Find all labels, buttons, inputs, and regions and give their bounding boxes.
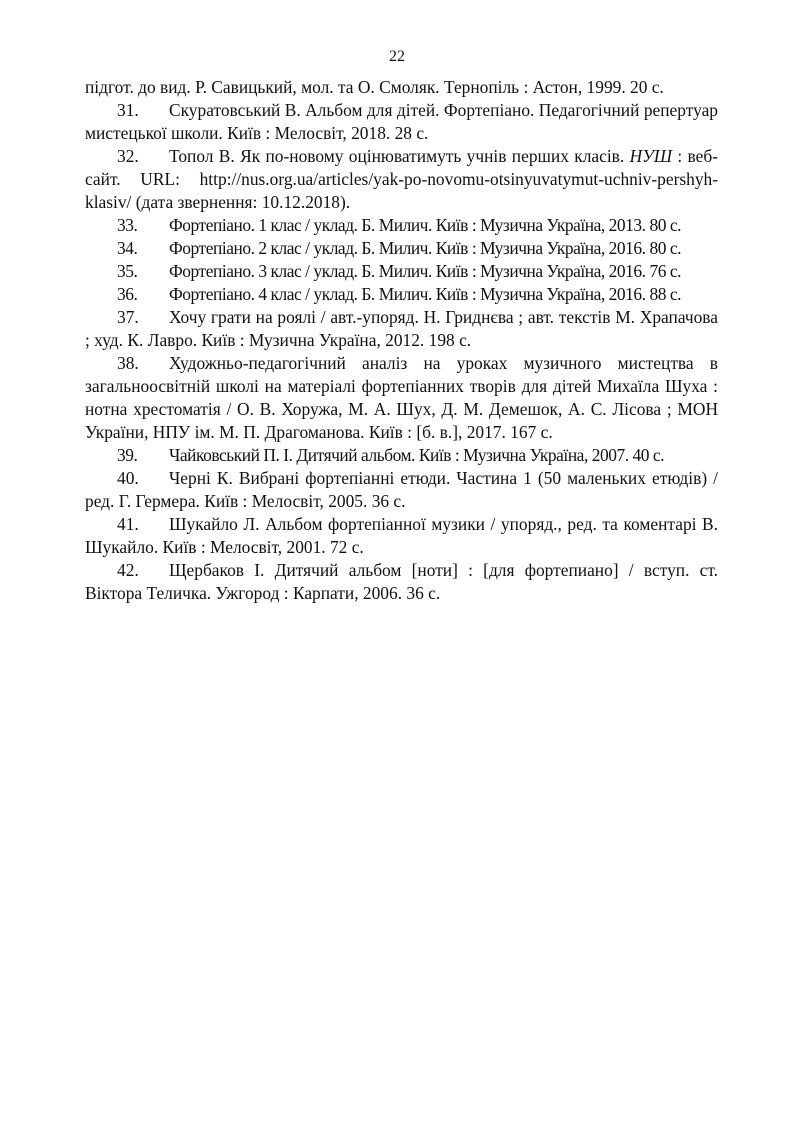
reference-item-35 <box>85 260 718 283</box>
reference-text: Фортепіано. 1 клас / уклад. Б. Милич. Київ : Музична Україна, 2013. 80 с. <box>169 215 681 235</box>
reference-text: Чайковський П. І. Дитячий альбом. Київ : Музична Україна, 2007. 40 с. <box>169 445 665 465</box>
reference-number: 39. <box>117 445 138 465</box>
reference-text: Шукайло Л. Альбом фортепіанної музики / упоряд., ред. та коментарі В. Шукайло. Київ : Мелосвіт, 2001. 72 с. <box>85 514 718 557</box>
reference-text: Скуратовський В. Альбом для дітей. Фортепіано. Педагогічний репертуар мистецької школи. Київ : Мелосвіт, 2018. 28 с. <box>85 100 718 143</box>
reference-number: 40. <box>117 468 139 488</box>
reference-item-40 <box>85 467 718 513</box>
reference-number: 33. <box>117 215 138 235</box>
reference-number: 41. <box>117 514 139 534</box>
reference-item-32 <box>85 145 718 214</box>
reference-item-38 <box>85 352 718 444</box>
reference-text: Художньо-педагогічний аналіз на уроках музичного мистецтва в загальноосвітній школі на матеріалі фортепіанних творів для дітей Михаїла Шуха : нотна хрестоматія / О. В. Хоружа, М. А. Шух, Д. М. Демешок, А. С. Лісова ; МОН України, НПУ ім. М. П. Драгоманова. Київ : [б. в.], 2017. 167 с. <box>85 353 718 442</box>
reference-item-36 <box>85 283 718 306</box>
reference-number: 31. <box>117 100 139 120</box>
reference-number: 32. <box>117 146 139 166</box>
reference-text: Фортепіано. 4 клас / уклад. Б. Милич. Київ : Музична Україна, 2016. 88 с. <box>169 284 681 304</box>
reference-continuation: підгот. до вид. Р. Савицький, мол. та О. Смоляк. Тернопіль : Астон, 1999. 20 с. <box>85 77 664 97</box>
reference-text-after: : веб-сайт. URL: http://nus.org.ua/articles/yak-po-novomu-otsinyuvatymut-uchniv-pershyh-klasiv/ (дата звернення: 10.12.2018). <box>85 146 718 212</box>
reference-item-33 <box>85 214 718 237</box>
reference-number: 37. <box>117 307 139 327</box>
reference-number: 42. <box>117 560 139 580</box>
reference-text <box>85 146 718 212</box>
reference-text: Черні К. Вибрані фортепіанні етюди. Частина 1 (50 маленьких етюдів) / ред. Г. Гермера. Київ : Мелосвіт, 2005. 36 с. <box>85 468 718 511</box>
reference-item-34 <box>85 237 718 260</box>
reference-item-37 <box>85 306 718 352</box>
reference-item-41 <box>85 513 718 559</box>
reference-text: Фортепіано. 3 клас / уклад. Б. Милич. Київ : Музична Україна, 2016. 76 с. <box>169 261 681 281</box>
reference-site-name: НУШ <box>629 146 672 166</box>
reference-number: 36. <box>117 284 138 304</box>
reference-text: Хочу грати на роялі / авт.-упоряд. Н. Гриднєва ; авт. текстів М. Храпачова ; худ. К. Лавро. Київ : Музична Україна, 2012. 198 с. <box>85 307 718 350</box>
reference-text-before: Топол В. Як по-новому оцінюватимуть учнів перших класів. <box>169 146 625 166</box>
reference-text: Щербаков І. Дитячий альбом [ноти] : [для фортепиано] / вступ. ст. Віктора Теличка. Ужгород : Карпати, 2006. 36 с. <box>85 560 718 603</box>
reference-item-31 <box>85 99 718 145</box>
reference-number: 38. <box>117 353 139 373</box>
page-number: 22 <box>389 48 405 65</box>
reference-item-39 <box>85 444 718 467</box>
reference-number: 35. <box>117 261 138 281</box>
reference-list <box>85 76 718 605</box>
reference-item-42 <box>85 559 718 605</box>
reference-number: 34. <box>117 238 138 258</box>
reference-text: Фортепіано. 2 клас / уклад. Б. Милич. Київ : Музична Україна, 2016. 80 с. <box>169 238 681 258</box>
